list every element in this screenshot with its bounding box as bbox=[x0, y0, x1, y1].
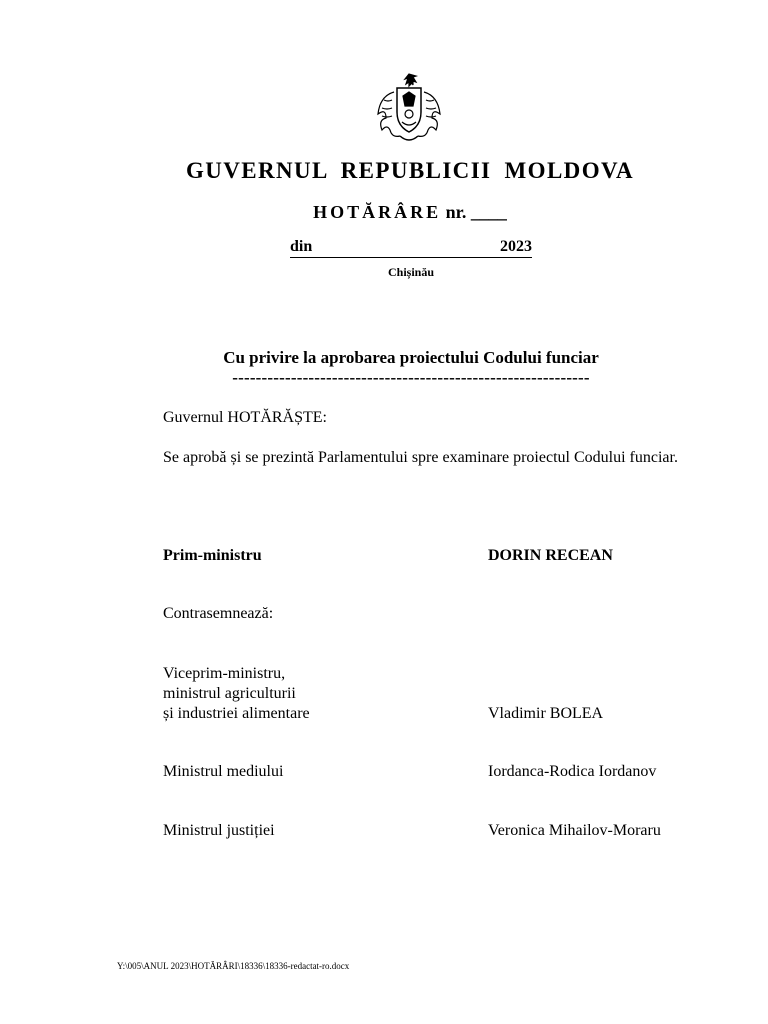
decision-statement: Guvernul HOTĂRĂȘTE: bbox=[163, 409, 327, 426]
city-label: Chișinău bbox=[387, 265, 435, 279]
decision-heading bbox=[0, 202, 768, 223]
decision-word: HOTĂRÂRE bbox=[313, 202, 442, 222]
subject-title: Cu privire la aprobarea proiectului Codului funciar bbox=[223, 348, 599, 367]
date-prefix: din bbox=[290, 238, 313, 255]
prime-minister-name: DORIN RECEAN bbox=[488, 547, 613, 564]
government-title: GUVERNUL REPUBLICII MOLDOVA bbox=[185, 158, 635, 183]
decision-paragraph: Se aprobă și se prezintă Parlamentului spre examinare proiectul Codului funciar. bbox=[163, 449, 678, 466]
minister-name-justice: Veronica Mihailov-Moraru bbox=[488, 822, 661, 839]
decision-date-line bbox=[290, 238, 532, 258]
minister-title-line: Viceprim-ministru, bbox=[163, 665, 286, 682]
subject-separator: ------------------------------------------------------------- bbox=[232, 368, 590, 387]
prime-minister-title: Prim-ministru bbox=[163, 547, 262, 564]
coat-of-arms-emblem bbox=[374, 70, 444, 146]
minister-name-agriculture: Vladimir BOLEA bbox=[488, 705, 604, 722]
countersign-label: Contrasemnează: bbox=[163, 605, 274, 622]
minister-title-environment: Ministrul mediului bbox=[163, 763, 284, 780]
minister-title-line: ministrul agriculturii bbox=[163, 685, 296, 702]
minister-title-justice: Ministrul justiției bbox=[163, 822, 275, 839]
decision-number: nr. ____ bbox=[445, 202, 507, 222]
footer-file-path: Y:\005\ANUL 2023\HOTĂRÂRI\18336\18336-redactat-ro.docx bbox=[117, 961, 350, 971]
minister-title-agriculture bbox=[163, 664, 310, 724]
minister-name-environment: Iordanca-Rodica Iordanov bbox=[488, 763, 657, 780]
minister-title-line: și industriei alimentare bbox=[163, 705, 310, 722]
date-year: 2023 bbox=[500, 238, 532, 255]
